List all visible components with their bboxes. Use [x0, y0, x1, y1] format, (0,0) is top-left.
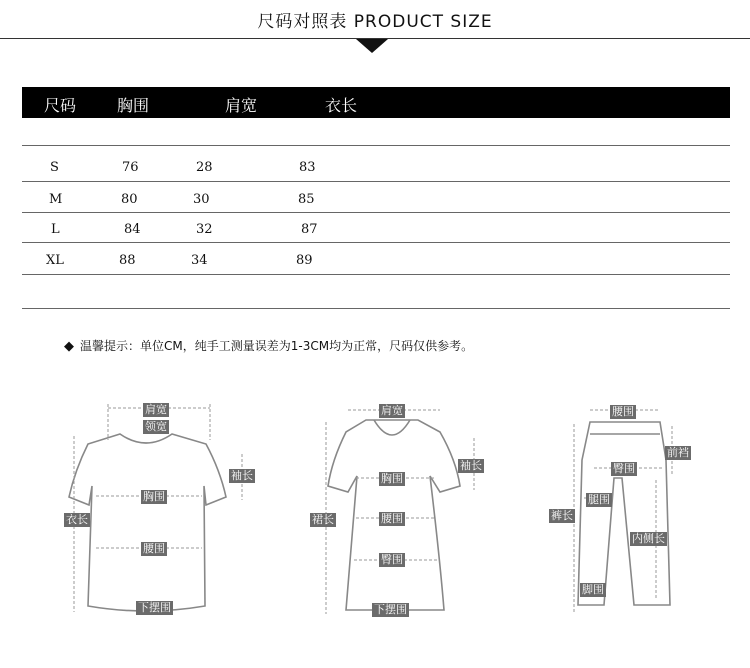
label-hip: 臀围: [381, 553, 403, 566]
label-waist: 腰围: [381, 512, 403, 525]
label-leg-opening: 脚围: [582, 583, 604, 596]
label-chest: 胸围: [381, 472, 403, 485]
cell-length: 89: [296, 253, 313, 268]
label-hem: 下摆围: [138, 601, 171, 614]
cell-chest: 88: [119, 253, 136, 268]
col-header-shoulder: 肩宽: [225, 96, 258, 115]
cell-chest: 76: [122, 160, 139, 175]
cell-shoulder: 34: [191, 253, 208, 268]
label-collar: 领宽: [145, 420, 167, 433]
cell-size: M: [49, 192, 63, 207]
label-rise: 前裆: [667, 446, 689, 459]
cell-length: 85: [298, 192, 315, 207]
cell-length: 83: [299, 160, 316, 175]
col-header-size: 尺码: [44, 96, 77, 115]
label-waist: 腰围: [143, 542, 165, 555]
cell-shoulder: 32: [196, 222, 213, 237]
label-sleeve: 袖长: [460, 459, 482, 472]
cell-chest: 80: [121, 192, 138, 207]
label-pants-length: 裤长: [551, 509, 573, 522]
page-title: 尺码对照表 PRODUCT SIZE: [257, 12, 493, 32]
cell-shoulder: 28: [196, 160, 213, 175]
size-note-text: 温馨提示：单位CM，纯手工测量误差为1-3CM均为正常，尺码仅供参考。: [80, 339, 474, 353]
label-thigh: 腿围: [588, 493, 610, 506]
label-sleeve: 袖长: [231, 469, 253, 482]
col-header-length: 衣长: [325, 96, 358, 115]
tshirt-icon: [69, 434, 226, 611]
label-skirt-length: 裙长: [312, 513, 334, 526]
cell-size: XL: [46, 253, 64, 268]
diamond-bullet-icon: ◆: [64, 339, 74, 354]
label-length: 衣长: [66, 513, 88, 526]
label-inseam: 内侧长: [632, 532, 665, 545]
label-chest: 胸围: [143, 490, 165, 503]
cell-chest: 84: [124, 222, 141, 237]
cell-length: 87: [301, 222, 318, 237]
label-shoulder: 肩宽: [145, 403, 167, 416]
label-shoulder: 肩宽: [381, 404, 403, 417]
cell-shoulder: 30: [193, 192, 210, 207]
col-header-chest: 胸围: [117, 96, 150, 115]
cell-size: L: [51, 222, 60, 237]
label-waist: 腰围: [612, 405, 634, 418]
label-hip: 臀围: [613, 462, 635, 475]
label-hem: 下摆围: [374, 603, 407, 616]
cell-size: S: [50, 160, 59, 175]
